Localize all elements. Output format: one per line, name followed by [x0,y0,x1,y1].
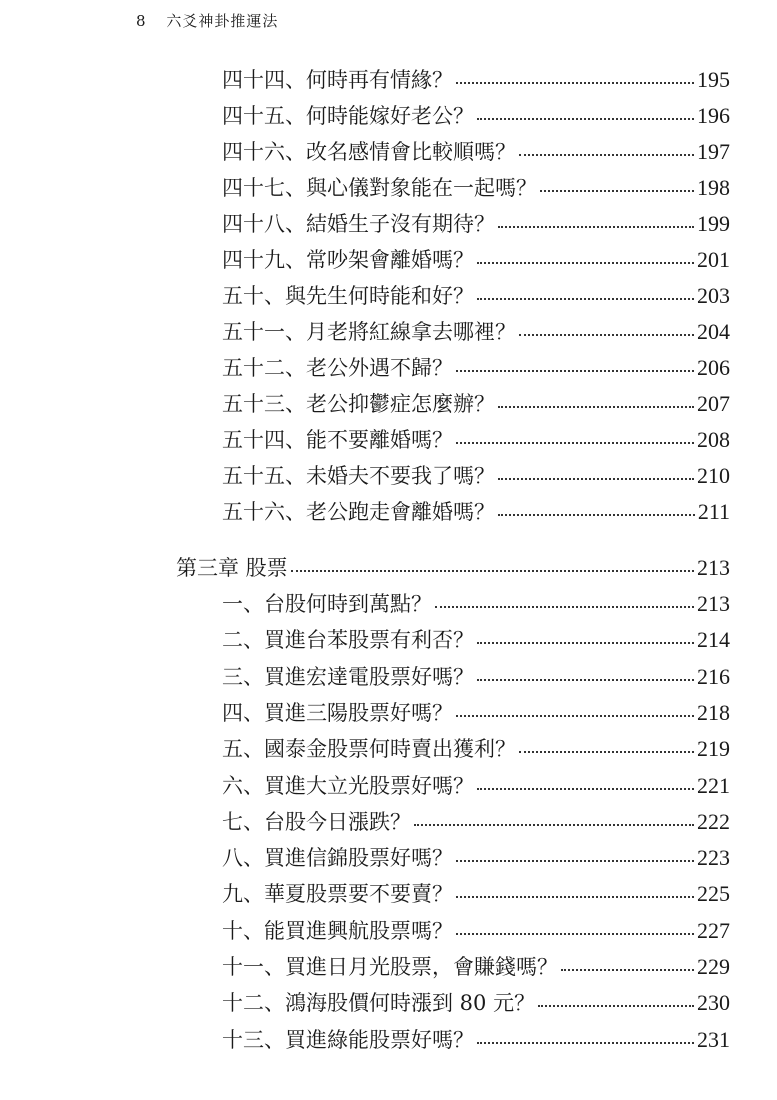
toc-entry [222,316,730,348]
dot-leader [435,586,694,608]
toc-entry [222,733,730,765]
toc-entry-title: 五十四、能不要離婚嗎？ [222,428,453,452]
toc-entry-page: 213 [697,555,730,580]
toc-entry-title: 四十七、與心儀對象能在一起嗎？ [222,176,537,200]
dot-leader [456,876,694,898]
page-number: 8 [136,12,147,30]
toc-entry-title: 七、台股今日漲跌？ [222,809,411,834]
toc-entry-page: 216 [697,663,730,689]
toc-entry-title: 五十六、老公跑走會離婚嗎？ [222,500,495,524]
toc-entry-title: 一、台股何時到萬點？ [222,592,432,616]
toc-entry [222,770,730,802]
dot-leader [477,1022,694,1044]
toc-entry-page: 207 [697,391,730,416]
dot-leader [291,550,694,572]
toc-entry-title: 五十五、未婚夫不要我了嗎？ [222,464,495,488]
dot-leader [456,913,694,935]
toc-entry-title: 五十二、老公外遇不歸？ [222,356,453,380]
dot-leader [456,350,694,372]
toc-entry [222,915,730,947]
dot-leader [540,170,694,192]
toc-entry-title: 第三章 股票 [176,556,288,580]
toc-entry-title: 四十六、改名感情會比較順嗎？ [222,140,516,164]
toc-entry-page: 208 [697,427,730,452]
dot-leader [498,494,695,516]
toc-entry-title: 十一、買進日月光股票，會賺錢嗎？ [222,955,558,979]
toc-entry-page: 223 [697,845,730,871]
toc-entry-title: 二、買進台苯股票有利否？ [222,628,474,653]
toc-entry [222,136,730,168]
toc-entry-title: 四十九、常吵架會離婚嗎？ [222,248,474,272]
toc-entry [222,697,730,729]
toc-entry-title: 四十五、何時能嫁好老公？ [222,104,474,128]
dot-leader [456,840,694,862]
toc-entry-page: 196 [697,103,730,128]
toc-entry-page: 222 [697,808,730,834]
toc-entry [222,842,730,874]
toc-entry-page: 225 [697,881,730,907]
toc-entry [222,172,730,204]
toc-entry-title: 六、買進大立光股票好嗎？ [222,773,474,798]
toc-entry [222,987,730,1019]
toc-entry [222,951,730,983]
toc-entry-page: 204 [697,319,730,344]
toc-entry-page: 201 [697,247,730,272]
dot-leader [519,731,694,753]
toc-entry [222,352,730,384]
dot-leader [519,314,694,336]
toc-entry-page: 231 [697,1026,730,1052]
toc-entry-page: 211 [697,499,730,524]
dot-leader [477,98,694,120]
toc-entry [222,280,730,312]
toc-entry-page: 206 [697,355,730,380]
toc-entry [222,806,730,838]
toc-entry [222,496,730,528]
toc-entry-page: 221 [697,772,730,798]
toc-entry-page: 219 [697,736,730,762]
toc-entry-page: 199 [697,211,730,236]
dot-leader [498,206,694,228]
dot-leader [456,422,694,444]
toc-entry-title: 八、買進信錦股票好嗎？ [222,846,453,871]
dot-leader [538,985,694,1007]
toc-entry-title: 五十一、月老將紅線拿去哪裡？ [222,320,516,344]
toc-entry-title: 五、國泰金股票何時賣出獲利？ [222,737,516,762]
toc-entry-title: 十、能買進興航股票嗎？ [222,918,453,943]
toc-entry [222,661,730,693]
toc-entry-title: 五十三、老公抑鬱症怎麼辦？ [222,392,495,416]
toc-entry-page: 218 [697,699,730,725]
toc-entry [222,588,730,620]
dot-leader [498,458,694,480]
toc-entry-page: 213 [697,591,730,616]
toc-entry-page: 197 [697,139,730,164]
toc-entry [222,1024,730,1056]
toc-entry-page: 203 [697,283,730,308]
toc-entry-page: 230 [697,990,730,1016]
toc-entry-title: 四十四、何時再有情緣？ [222,68,453,92]
toc-entry [222,624,730,656]
running-header [136,10,278,31]
dot-leader [561,949,694,971]
dot-leader [477,659,694,681]
toc-entry [222,388,730,420]
toc-entry-title: 四十八、結婚生子沒有期待？ [222,212,495,236]
dot-leader [477,768,694,790]
toc-entry [222,424,730,456]
toc-entry-page: 229 [697,954,730,979]
dot-leader [477,622,694,644]
toc-entry [222,64,730,96]
toc-entry-title: 九、華夏股票要不要賣？ [222,882,453,907]
toc-entry-page: 227 [697,917,730,943]
dot-leader [498,386,694,408]
toc-entry-title: 五十、與先生何時能和好？ [222,284,474,308]
toc-entry-page: 210 [697,463,730,488]
toc-entry-page: 214 [697,627,730,653]
dot-leader [456,62,694,84]
toc-entry [222,244,730,276]
dot-leader [477,278,694,300]
dot-leader [477,242,694,264]
toc-entry-page: 195 [697,67,730,92]
toc-entry [222,208,730,240]
toc-chapter-entry [176,552,730,584]
toc-entry-page: 198 [697,175,730,200]
toc-entry [222,878,730,910]
toc-entry-title: 三、買進宏達電股票好嗎？ [222,664,474,689]
toc-entry-title: 十三、買進綠能股票好嗎？ [222,1027,474,1052]
dot-leader [456,695,694,717]
book-title: 六爻神卦推運法 [166,12,279,30]
dot-leader [519,134,694,156]
toc-entry-title: 十二、鴻海股價何時漲到 80 元？ [222,991,536,1016]
toc-entry [222,460,730,492]
toc-entry-title: 四、買進三陽股票好嗎？ [222,700,453,725]
dot-leader [414,804,694,826]
toc-entry [222,100,730,132]
